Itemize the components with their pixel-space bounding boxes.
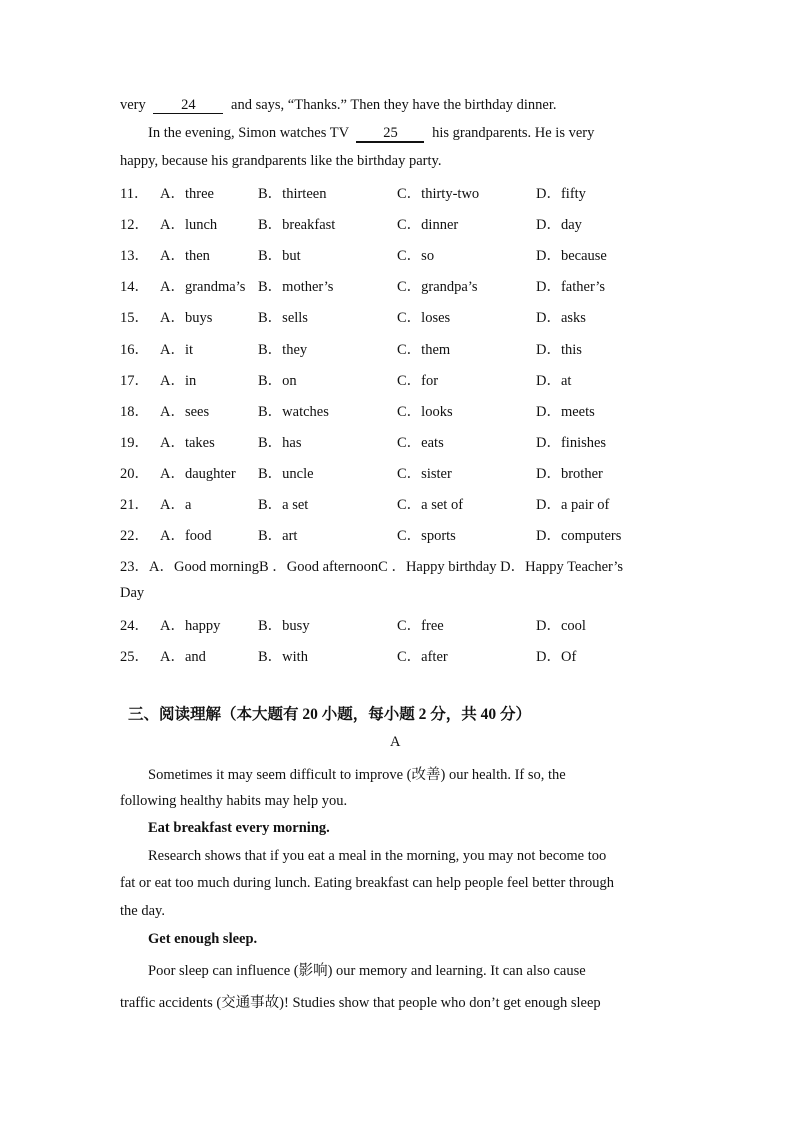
option-a: A．then bbox=[160, 248, 210, 265]
option-a: A．in bbox=[160, 372, 197, 389]
option-c: C．eats bbox=[397, 434, 444, 451]
reading-heading-1: Eat breakfast every morning. bbox=[148, 820, 330, 836]
reading-p3-line2: traffic accidents (交通事故)! Studies show that people who don’t get enough sleep bbox=[120, 995, 601, 1011]
option-c: C．them bbox=[397, 341, 451, 358]
option-b: B．has bbox=[258, 434, 302, 451]
question-row bbox=[120, 462, 680, 482]
reading-p2-line1: Research shows that if you eat a meal in the morning, you may not become too bbox=[148, 848, 607, 864]
option-b: B．thirteen bbox=[258, 186, 327, 202]
option-b: B．breakfast bbox=[258, 217, 336, 234]
question-number: 25． bbox=[120, 649, 149, 665]
question-number: 13． bbox=[120, 248, 149, 265]
option-c: C．dinner bbox=[397, 217, 459, 234]
cloze-text: In the evening, Simon watches TV bbox=[148, 125, 349, 141]
option-b: B．uncle bbox=[258, 465, 314, 482]
cloze-text: his grandparents. He is very bbox=[432, 125, 595, 141]
question-row bbox=[120, 493, 680, 513]
option-d: D．Of bbox=[536, 649, 577, 665]
option-d: D．father’s bbox=[536, 279, 605, 296]
question-row bbox=[120, 400, 680, 420]
option-a: A．food bbox=[160, 528, 212, 545]
option-d: D．finishes bbox=[536, 434, 607, 451]
option-b: B．watches bbox=[258, 403, 329, 420]
option-b: B．on bbox=[258, 372, 297, 389]
question-row bbox=[120, 614, 680, 634]
reading-p1-line2: following healthy habits may help you. bbox=[120, 793, 348, 809]
question-row bbox=[120, 431, 680, 451]
option-d: D．fifty bbox=[536, 186, 586, 202]
option-d: D．a pair of bbox=[536, 497, 610, 513]
option-b: B．art bbox=[258, 528, 298, 545]
question-number: 21． bbox=[120, 497, 149, 513]
question-number: 20． bbox=[120, 465, 149, 482]
option-d: D．because bbox=[536, 248, 607, 265]
option-b: B．they bbox=[258, 341, 308, 358]
option-b: B．sells bbox=[258, 310, 308, 327]
blank-25: 25 bbox=[356, 126, 424, 143]
question-row bbox=[120, 306, 680, 326]
option-d: D．this bbox=[536, 341, 582, 358]
question-number: 17． bbox=[120, 372, 149, 389]
option-d: D．computers bbox=[536, 528, 622, 545]
question-row bbox=[120, 369, 680, 389]
option-c: C．loses bbox=[397, 310, 451, 327]
blank-24: 24 bbox=[153, 98, 223, 114]
option-b: B．a set bbox=[258, 497, 309, 513]
question-number: 24． bbox=[120, 618, 149, 634]
question-row bbox=[120, 275, 680, 295]
option-c: C．so bbox=[397, 248, 435, 265]
option-c: C．sports bbox=[397, 528, 456, 545]
option-c: C．free bbox=[397, 618, 444, 634]
option-c: C．after bbox=[397, 649, 448, 665]
option-a: A．happy bbox=[160, 618, 221, 634]
question-row bbox=[120, 524, 680, 544]
question-row bbox=[120, 182, 680, 202]
option-c: C．grandpa’s bbox=[397, 279, 478, 296]
option-a: A．grandma’s bbox=[160, 279, 246, 296]
option-a: A．it bbox=[160, 341, 194, 358]
option-d: D．day bbox=[536, 217, 582, 234]
question-number: 15． bbox=[120, 310, 149, 327]
reading-p2-line3: the day. bbox=[120, 903, 165, 919]
option-d: D．asks bbox=[536, 310, 586, 327]
reading-p3-line1: Poor sleep can influence (影响) our memory and learning. It can also cause bbox=[148, 963, 586, 979]
option-a: A．three bbox=[160, 186, 214, 202]
question-number: 18． bbox=[120, 403, 149, 420]
option-a: A．lunch bbox=[160, 217, 218, 234]
passage-label: A bbox=[390, 734, 401, 750]
question-number: 22． bbox=[120, 528, 149, 545]
option-c: C．thirty-two bbox=[397, 186, 480, 202]
question-number: 12． bbox=[120, 217, 149, 234]
option-c: C．looks bbox=[397, 403, 453, 420]
option-a: A．takes bbox=[160, 434, 215, 451]
option-b: B．with bbox=[258, 649, 308, 665]
option-b: B．but bbox=[258, 248, 301, 265]
question-23-wrap: Day bbox=[120, 585, 145, 601]
question-number: 19． bbox=[120, 434, 149, 451]
cloze-line-2 bbox=[148, 125, 594, 143]
question-row bbox=[120, 244, 680, 264]
option-c: C．for bbox=[397, 372, 439, 389]
option-d: D．cool bbox=[536, 618, 586, 634]
reading-p2-line2: fat or eat too much during lunch. Eating breakfast can help people feel better through bbox=[120, 875, 615, 891]
reading-heading-2: Get enough sleep. bbox=[148, 931, 258, 947]
section-title: 三、阅读理解（本大题有 20 小题，每小题 2 分，共 40 分） bbox=[128, 706, 532, 723]
cloze-line-1 bbox=[120, 97, 557, 114]
option-b: B．mother’s bbox=[258, 279, 334, 296]
question-row bbox=[120, 645, 680, 665]
option-a: A．daughter bbox=[160, 465, 236, 482]
option-a: A．sees bbox=[160, 403, 210, 420]
option-a: A．a bbox=[160, 497, 192, 513]
cloze-text: and says, “Thanks.” Then they have the birthday dinner. bbox=[231, 97, 557, 113]
cloze-line-3: happy, because his grandparents like the birthday party. bbox=[120, 153, 442, 169]
option-b: B．busy bbox=[258, 618, 310, 634]
option-c: C．a set of bbox=[397, 497, 464, 513]
option-d: D．at bbox=[536, 372, 572, 389]
question-23: 23．A．Good morningB ．Good afternoonC ．Happy birthday D．Happy Teacher’s bbox=[120, 559, 624, 575]
question-number: 11． bbox=[120, 186, 149, 202]
question-number: 16． bbox=[120, 341, 149, 358]
option-a: A．buys bbox=[160, 310, 213, 327]
option-a: A．and bbox=[160, 649, 206, 665]
question-number: 14． bbox=[120, 279, 149, 296]
option-d: D．brother bbox=[536, 465, 603, 482]
question-row bbox=[120, 338, 680, 358]
reading-p1-line1: Sometimes it may seem difficult to improve (改善) our health. If so, the bbox=[148, 767, 566, 783]
option-c: C．sister bbox=[397, 465, 452, 482]
option-d: D．meets bbox=[536, 403, 595, 420]
question-row bbox=[120, 213, 680, 233]
cloze-text: very bbox=[120, 97, 146, 113]
